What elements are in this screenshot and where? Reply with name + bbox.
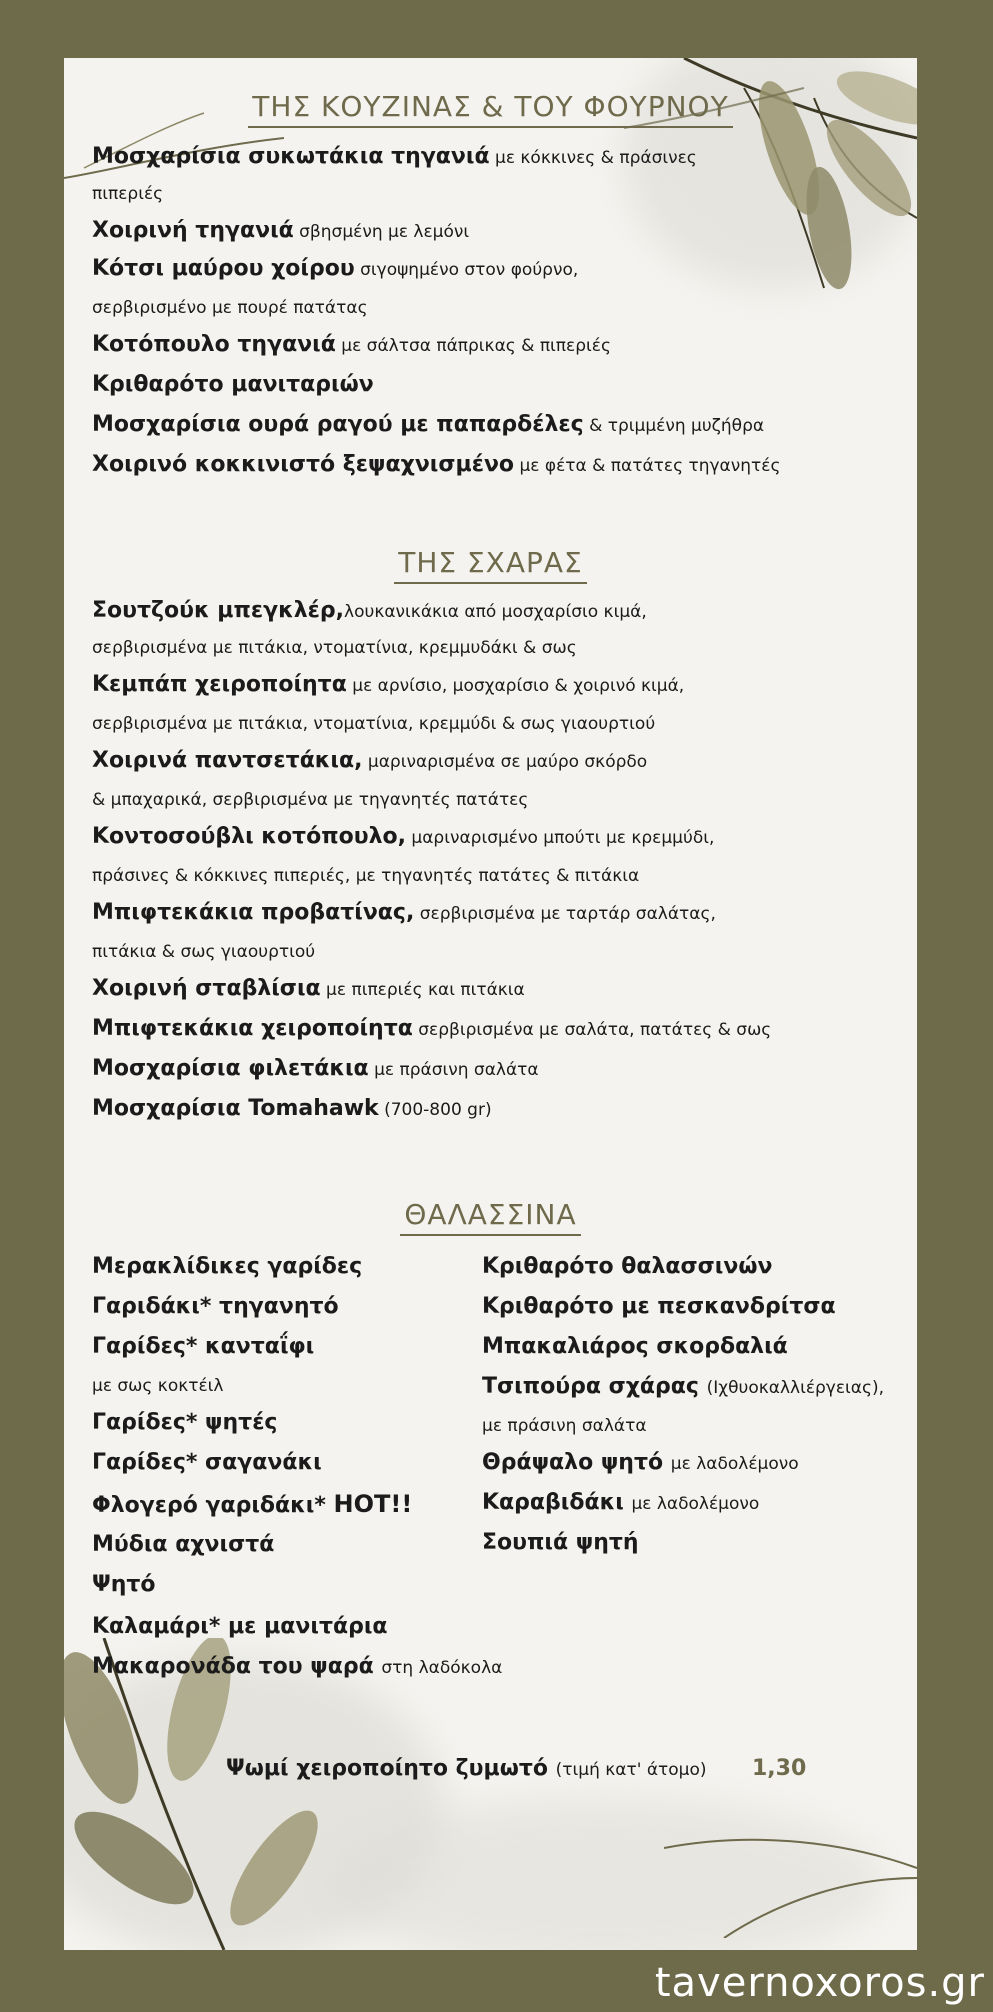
menu-item-desc: με σως κοκτέιλ [92, 1376, 224, 1396]
menu-item: Σουτζούκ μπεγκλέρ,λουκανικάκια από μοσχαρίσιο κιμά, [92, 598, 647, 623]
section-title-seafood: ΘΑΛΑΣΣΙΝΑ [64, 1198, 917, 1236]
menu-item-desc: με πράσινη σαλάτα [482, 1416, 647, 1436]
menu-item: Καραβιδάκι με λαδολέμονο [482, 1490, 760, 1515]
menu-item: Μπακαλιάρος σκορδαλιά [482, 1334, 788, 1359]
menu-item: Μερακλίδικες γαρίδες [92, 1254, 363, 1279]
menu-item: Χοιρινά παντσετάκια, μαριναρισμένα σε μαύρο σκόρδο [92, 748, 648, 773]
menu-item-desc: & μπαχαρικά, σερβιρισμένα με τηγανητές πατάτες [92, 790, 529, 810]
menu-item-desc: πιπεριές [92, 184, 164, 204]
menu-item-desc: πράσινες & κόκκινες πιπεριές, με τηγανητές πατάτες & πιτάκια [92, 866, 640, 886]
menu-item: Μοσχαρίσια συκωτάκια τηγανιά με κόκκινες & πράσινες [92, 144, 697, 169]
menu-item-desc: σερβιρισμένα με πιτάκια, ντοματίνια, κρεμμύδι & σως γιαουρτιού [92, 714, 656, 734]
menu-item: Τσιπούρα σχάρας (Ιχθυοκαλλιέργειας), [482, 1374, 885, 1399]
hot-label: HOT!! [333, 1490, 413, 1518]
menu-item: Κριθαρότο μανιταριών [92, 372, 374, 397]
menu-item: Κριθαρότο θαλασσινών [482, 1254, 773, 1279]
menu-item: Κότσι μαύρου χοίρου σιγοψημένο στον φούρνο, [92, 256, 579, 281]
menu-item: Μοσχαρίσια ουρά ραγού με παπαρδέλες & τριμμένη μυζήθρα [92, 412, 765, 437]
menu-item: Μακαρονάδα του ψαρά στη λαδόκολα [92, 1654, 503, 1679]
section-title-kitchen: ΤΗΣ ΚΟΥΖΙΝΑΣ & ΤΟΥ ΦΟΥΡΝΟΥ [64, 90, 917, 128]
menu-item: Γαριδάκι* τηγανητό [92, 1294, 339, 1319]
menu-item: Θράψαλο ψητό με λαδολέμονο [482, 1450, 799, 1475]
menu-page [64, 58, 917, 1950]
menu-item-desc: σερβιρισμένο με πουρέ πατάτας [92, 298, 368, 318]
menu-item: Μοσχαρίσια Tomahawk (700-800 gr) [92, 1096, 492, 1121]
menu-item: Χοιρινή τηγανιά σβησμένη με λεμόνι [92, 218, 470, 243]
menu-item: Μπιφτεκάκια προβατίνας, σερβιρισμένα με ταρτάρ σαλάτας, [92, 900, 716, 925]
leaf-branch-icon [64, 1638, 364, 1950]
menu-item-desc: σερβιρισμένα με πιτάκια, ντοματίνια, κρεμμυδάκι & σως [92, 638, 577, 658]
menu-item: Ψητό [92, 1572, 156, 1597]
menu-item: Μπιφτεκάκια χειροποίητα σερβιρισμένα με σαλάτα, πατάτες & σως [92, 1016, 772, 1041]
menu-item: Κοντοσούβλι κοτόπουλο, μαριναρισμένο μπούτι με κρεμμύδι, [92, 824, 715, 849]
menu-item: Μοσχαρίσια φιλετάκια με πράσινη σαλάτα [92, 1056, 539, 1081]
menu-item: Κοτόπουλο τηγανιά με σάλτσα πάπρικας & πιπεριές [92, 332, 611, 357]
menu-item: Κεμπάπ χειροποίητα με αρνίσιο, μοσχαρίσιο & χοιρινό κιμά, [92, 672, 685, 697]
menu-item: Σουπιά ψητή [482, 1530, 639, 1555]
branch-line-icon [664, 1828, 917, 1938]
watermark: tavernoxoros.gr [654, 1960, 985, 2006]
menu-item: Κριθαρότο με πεσκανδρίτσα [482, 1294, 836, 1319]
bread-price: 1,30 [752, 1756, 807, 1781]
menu-item: Χοιρινή σταβλίσια με πιπεριές και πιτάκια [92, 976, 525, 1001]
menu-item: Χοιρινό κοκκινιστό ξεψαχνισμένο με φέτα & πατάτες τηγανητές [92, 452, 781, 477]
bread-item: Ψωμί χειροποίητο ζυμωτό (τιμή κατ' άτομο) [226, 1756, 707, 1781]
menu-item: Γαρίδες* ψητές [92, 1410, 278, 1435]
section-title-grill: ΤΗΣ ΣΧΑΡΑΣ [64, 546, 917, 584]
menu-item: Μύδια αχνιστά [92, 1532, 275, 1557]
menu-item: Γαρίδες* σαγανάκι [92, 1450, 322, 1475]
menu-item: Καλαμάρι* με μανιτάρια [92, 1614, 388, 1639]
menu-item: Φλογερό γαριδάκι* HOT!! [92, 1490, 413, 1518]
menu-item-desc: πιτάκια & σως γιαουρτιού [92, 942, 316, 962]
menu-item: Γαρίδες* κανταΐφι [92, 1334, 315, 1359]
